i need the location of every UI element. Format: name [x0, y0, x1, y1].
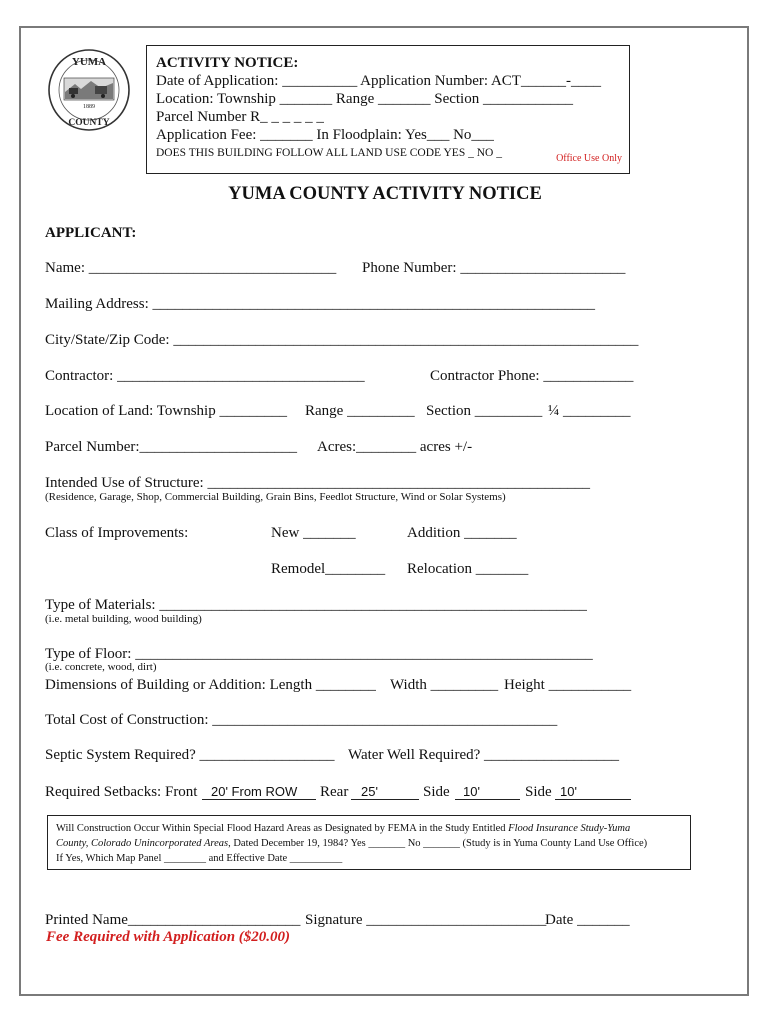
relocation-field[interactable]: Relocation _______ — [407, 561, 529, 577]
range-field[interactable]: Range _________ — [305, 403, 415, 419]
applicant-heading: APPLICANT: — [45, 225, 137, 241]
date-application-line[interactable]: Date of Application: __________ Application Number: ACT______-____ — [156, 73, 601, 89]
office-use-box — [146, 45, 630, 174]
seal-year: 1889 — [83, 104, 95, 110]
side-setback-value-2: 10' — [560, 784, 577, 799]
phone-number-field[interactable]: Phone Number: ______________________ — [362, 260, 626, 276]
parcel-number-field[interactable]: Parcel Number:_____________________ — [45, 439, 298, 455]
page-title: YUMA COUNTY ACTIVITY NOTICE — [228, 184, 542, 204]
location-line[interactable]: Location: Township _______ Range _______ Section ____________ — [156, 91, 573, 107]
rear-setback-field[interactable] — [351, 783, 419, 800]
floor-hint: (i.e. concrete, wood, dirt) — [45, 661, 157, 673]
signature-field[interactable]: Signature ________________________ — [305, 912, 547, 928]
contractor-field[interactable]: Contractor: _________________________________ — [45, 368, 365, 384]
section-field[interactable]: Section _________ — [426, 403, 543, 419]
septic-system-field[interactable]: Septic System Required? __________________ — [45, 747, 335, 763]
fema-date-yes-no: , Dated December 19, 1984? Yes _______ No _______ (Study is in Yuma County Land Use Office) — [228, 838, 648, 849]
water-well-field[interactable]: Water Well Required? __________________ — [348, 747, 620, 763]
front-setback-value: 20' From ROW — [211, 784, 298, 799]
fema-line-2[interactable] — [56, 836, 690, 851]
class-of-improvements-label: Class of Improvements: — [45, 525, 189, 541]
fee-required-note: Fee Required with Application ($20.00) — [46, 929, 291, 945]
new-field[interactable]: New _______ — [271, 525, 356, 541]
side-label-2: Side — [525, 784, 552, 800]
parcel-number-line[interactable]: Parcel Number R_ _ _ _ _ _ — [156, 109, 324, 125]
total-cost-field[interactable]: Total Cost of Construction: ______________________________________________ — [45, 712, 558, 728]
flood-hazard-box — [47, 815, 691, 870]
side-setback-value-1: 10' — [463, 784, 480, 799]
application-fee-line[interactable]: Application Fee: _______ In Floodplain: Yes___ No___ — [156, 127, 494, 143]
type-of-floor-field[interactable]: Type of Floor: _____________________________________________________________ — [45, 646, 593, 662]
fema-study-title: Flood Insurance Study-Yuma — [508, 823, 631, 834]
front-setback-field[interactable] — [202, 783, 316, 800]
remodel-field[interactable]: Remodel________ — [271, 561, 386, 577]
width-field[interactable]: Width _________ — [390, 677, 499, 693]
land-use-code-line[interactable]: DOES THIS BUILDING FOLLOW ALL LAND USE CODE YES _ NO _ — [156, 147, 502, 159]
date-field[interactable]: Date _______ — [545, 912, 630, 928]
name-field[interactable]: Name: _________________________________ — [45, 260, 337, 276]
township-field[interactable]: Location of Land: Township _________ — [45, 403, 287, 419]
materials-hint: (i.e. metal building, wood building) — [45, 613, 202, 625]
county-seal-logo — [47, 48, 131, 132]
rear-setback-value: 25' — [361, 784, 378, 799]
intended-use-field[interactable]: Intended Use of Structure: ___________________________________________________ — [45, 475, 590, 491]
seal-bottom-text: COUNTY — [68, 118, 110, 128]
fema-line-1 — [56, 821, 690, 836]
city-state-zip-field[interactable]: City/State/Zip Code: ______________________________________________________________ — [45, 332, 639, 348]
type-of-materials-field[interactable]: Type of Materials: _________________________________________________________ — [45, 597, 587, 613]
addition-field[interactable]: Addition _______ — [407, 525, 517, 541]
setbacks-label: Required Setbacks: Front — [45, 784, 198, 800]
contractor-phone-field[interactable]: Contractor Phone: ____________ — [430, 368, 634, 384]
side-setback-field-1[interactable] — [455, 783, 520, 800]
activity-notice-heading: ACTIVITY NOTICE: — [156, 55, 299, 71]
height-field[interactable]: Height ___________ — [504, 677, 632, 693]
rear-label: Rear — [320, 784, 349, 800]
quarter-field[interactable]: ¼ _________ — [548, 403, 631, 419]
fema-map-panel-line[interactable]: If Yes, Which Map Panel ________ and Effective Date __________ — [56, 853, 343, 864]
acres-field[interactable]: Acres:________ acres +/- — [317, 439, 473, 455]
office-use-only-label: Office Use Only — [556, 153, 622, 164]
intended-use-hint: (Residence, Garage, Shop, Commercial Building, Grain Bins, Feedlot Structure, Wind or Solar Systems) — [45, 491, 506, 503]
mailing-address-field[interactable]: Mailing Address: ___________________________________________________________ — [45, 296, 595, 312]
printed-name-field[interactable]: Printed Name_______________________ — [45, 912, 301, 928]
dimensions-length-field[interactable]: Dimensions of Building or Addition: Length ________ — [45, 677, 376, 693]
fema-question-text: Will Construction Occur Within Special Flood Hazard Areas as Designated by FEMA in the Study Entitled — [56, 823, 509, 834]
fema-study-title-cont: County, Colorado Unincorporated Areas — [56, 838, 229, 849]
side-label-1: Side — [423, 784, 450, 800]
side-setback-field-2[interactable] — [555, 783, 631, 800]
seal-top-text: YUMA — [71, 56, 107, 68]
